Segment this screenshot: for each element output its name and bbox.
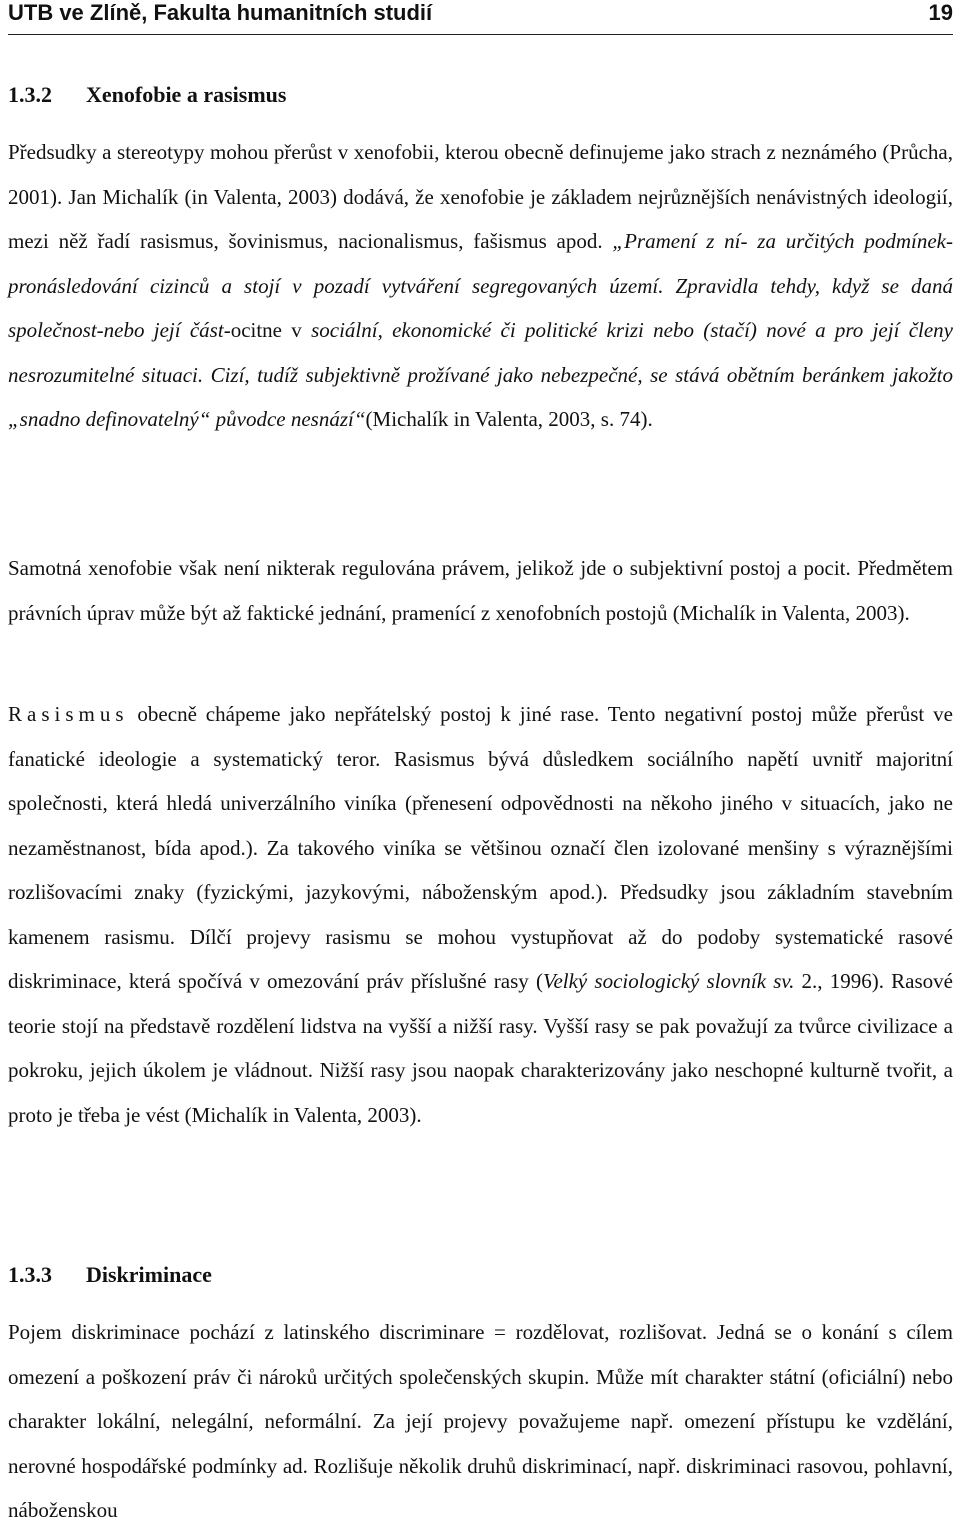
section-heading-diskriminace (8, 1262, 212, 1288)
running-header (8, 0, 953, 35)
text-run: 2., 1996). Rasové teorie stojí na představě rozdělení lidstva na vyšší a nižší rasy. Vyšší rasy se pak považují za tvůrce civilizace a pokroku, jejich úkolem je vládnout. Nižší rasy jsou naopak charakterizovány jako neschopné kulturně tvořit, a proto je třeba je vést (Michalík in Valenta, 2003). (8, 969, 953, 1127)
source-title-italic: Velký sociologický slovník sv. (542, 969, 795, 993)
text-run: ocitne v (230, 318, 312, 342)
document-page (8, 0, 953, 1522)
citation: (Michalík in Valenta, 2003, s. 74). (365, 407, 653, 431)
text-run: Předsudky a stereotypy mohou přerůst v xenofobii, kterou obecně definujeme jako strach z neznámého (Průcha, 2001). Jan Michalík (in Valenta, 2003) dodává, že xenofobie je základem nejrůznějších nenávistných ideologií, mezi něž řadí rasismus, šovinismus, nacionalismus, fašismus apod. (8, 140, 953, 253)
text-run: obecně chápeme jako nepřátelský postoj k jiné rase. Tento negativní postoj může přerůst ve fanatické ideologie a systematický teror. Rasismus bývá důsledkem sociálního napětí uvnitř majoritní společnosti, která hledá univerzálního viníka (přenesení odpovědnosti na někoho jiného v situacích, jako ne nezaměstnanost, bída apod.). Za takového viníka se většinou označí člen izolované menšiny s výraznějšími rozlišovacími znaky (fyzickými, jazykovými, náboženským apod.). Předsudky jsou základním stavebním kamenem rasismu. Dílčí projevy rasismu se mohou vystupňovat až do podoby systematické rasové diskriminace, která spočívá v omezování práv příslušné rasy ( (8, 702, 953, 993)
section-title: Xenofobie a rasismus (86, 82, 287, 107)
paragraph-diskriminace: Pojem diskriminace pochází z latinského discriminare = rozdělovat, rozlišovat. Jedná se o konání s cílem omezení a poškození práv či nároků určitých společenských skupin. Může mít charakter státní (oficiální) nebo charakter lokální, nelegální, neformální. Za její projevy považujeme např. omezení přístupu ke vzdělání, nerovné hospodářské podmínky ad. Rozlišuje několik druhů diskriminací, např. diskriminaci rasovou, pohlavní, náboženskou (8, 1320, 953, 1522)
section-title: Diskriminace (86, 1262, 212, 1287)
page-number: 19 (928, 0, 953, 25)
term-rasismus: Rasismus (8, 702, 129, 726)
quote-italic: „Pramení z ní- za určitých podmínek- pronásledování cizinců a stojí v pozadí vytváření segregovaných území. Zpravidla tehdy, když se daná společnost-nebo její část- (8, 229, 953, 342)
header-title: UTB ve Zlíně, Fakulta humanitních studií (8, 0, 433, 25)
paragraph-rasismus (8, 692, 953, 1137)
section-number: 1.3.3 (8, 1262, 52, 1287)
section-number: 1.3.2 (8, 82, 52, 107)
paragraph-pravni-uprava: Samotná xenofobie však není nikterak regulována právem, jelikož jde o subjektivní postoj a pocit. Předmětem právních úprav může být až faktické jednání, pramenící z xenofobních postojů (Michalík in Valenta, 2003). (8, 556, 953, 625)
section-heading-xenofobie (8, 82, 286, 108)
quote-italic: sociální, ekonomické či politické krizi nebo (stačí) nové a pro její členy nesrozumitelné situaci. Cizí, tudíž subjektivně prožívané jako nebezpečné, se stává obětním beránkem jakožto „snadno definovatelný“ původce nesnází“ (8, 318, 953, 431)
paragraph-xenofobie (8, 130, 953, 442)
